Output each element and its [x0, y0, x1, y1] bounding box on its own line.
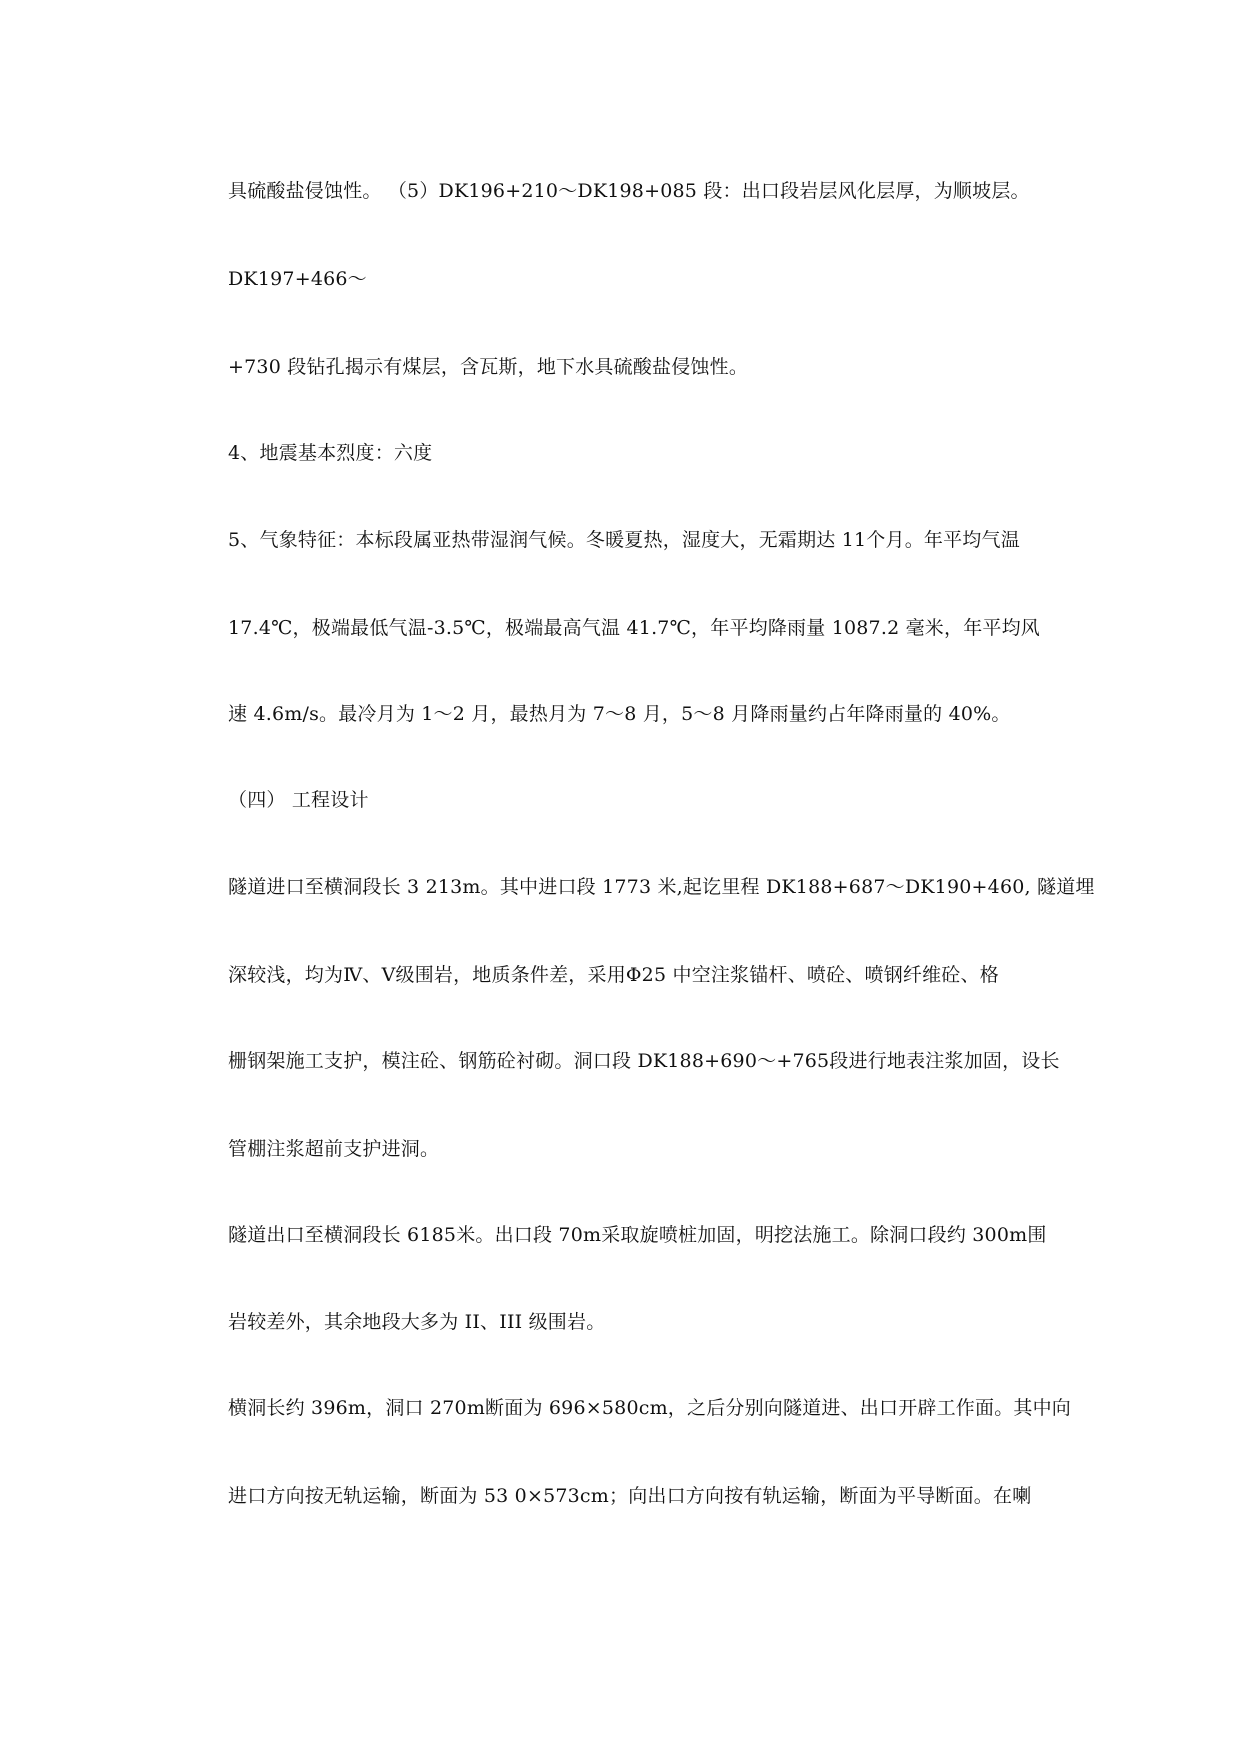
text-line-9: 隧道进口至横洞段长 3 213m。其中进口段 1773 米,起讫里程 DK188+687～DK190+460, 隧道埋 — [228, 876, 1095, 898]
text-line-13: 隧道出口至横洞段长 6185米。出口段 70m采取旋喷桩加固，明挖法施工。除洞口段约 300m围 — [228, 1224, 1047, 1246]
text-line-16: 进口方向按无轨运输，断面为 53 0×573cm；向出口方向按有轨运输，断面为平导断面。在喇 — [228, 1485, 1032, 1507]
section-heading-engineering-design: （四） 工程设计 — [228, 789, 369, 811]
text-line-11: 栅钢架施工支护，模注砼、钢筋砼衬砌。洞口段 DK188+690～+765段进行地表注浆加固，设长 — [228, 1050, 1060, 1072]
text-line-2: DK197+466～ — [228, 268, 367, 290]
text-line-10: 深较浅，均为Ⅳ、Ⅴ级围岩，地质条件差，采用Φ25 中空注浆锚杆、喷砼、喷钢纤维砼、格 — [228, 964, 999, 986]
text-line-3: +730 段钻孔揭示有煤层，含瓦斯，地下水具硫酸盐侵蚀性。 — [228, 356, 749, 378]
section-heading-4: 4、地震基本烈度：六度 — [228, 442, 433, 464]
text-line-15: 横洞长约 396m，洞口 270m断面为 696×580cm，之后分别向隧道进、出口开辟工作面。其中向 — [228, 1397, 1071, 1419]
text-line-1: 具硫酸盐侵蚀性。 （5）DK196+210～DK198+085 段：出口段岩层风化层厚，为顺坡层。 — [228, 180, 1030, 202]
text-line-6: 17.4℃，极端最低气温-3.5℃，极端最高气温 41.7℃，年平均降雨量 1087.2 毫米，年平均风 — [228, 617, 1041, 639]
text-line-7: 速 4.6m/s。最冷月为 1～2 月，最热月为 7～8 月，5～8 月降雨量约占年降雨量的 40%。 — [228, 703, 1011, 725]
text-line-14: 岩较差外，其余地段大多为 II、III 级围岩。 — [228, 1311, 606, 1333]
section-heading-5: 5、气象特征：本标段属亚热带湿润气候。冬暖夏热，湿度大，无霜期达 11个月。年平均气温 — [228, 529, 1020, 551]
text-line-12: 管棚注浆超前支护进洞。 — [228, 1138, 440, 1160]
